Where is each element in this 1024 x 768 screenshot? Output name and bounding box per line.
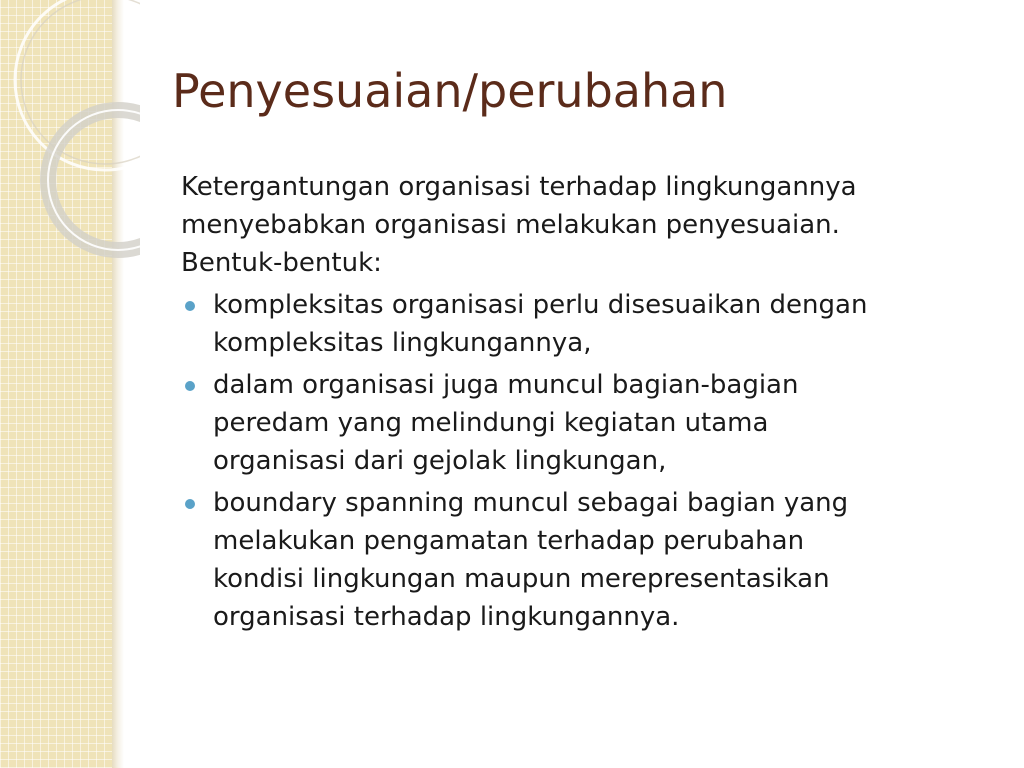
bullet-line: organisasi terhadap lingkungannya. — [213, 602, 680, 632]
bullet-line: melakukan pengamatan terhadap perubahan — [213, 526, 805, 556]
bullet-line: organisasi dari gejolak lingkungan, — [213, 446, 667, 476]
bullet-line: kondisi lingkungan maupun merepresentasikan — [213, 564, 830, 594]
bullet-item — [181, 286, 981, 362]
bullet-item — [181, 366, 981, 480]
bullet-line: kompleksitas lingkungannya, — [213, 328, 592, 358]
bullet-line: peredam yang melindungi kegiatan utama — [213, 408, 769, 438]
bullet-icon — [185, 499, 195, 509]
bullet-list — [181, 286, 981, 636]
intro-line: Bentuk-bentuk: — [181, 248, 382, 278]
thick-ring — [48, 110, 140, 250]
bullet-icon — [185, 381, 195, 391]
bullet-line: boundary spanning muncul sebagai bagian yang — [213, 488, 849, 518]
bullet-item — [181, 484, 981, 636]
bullet-line: kompleksitas organisasi perlu disesuaikan dengan — [213, 290, 868, 320]
outer-ring — [15, 0, 140, 170]
intro-line: Ketergantungan organisasi terhadap lingkungannya — [181, 172, 857, 202]
slide-body — [181, 168, 981, 640]
slide-title: Penyesuaian/perubahan — [172, 64, 728, 118]
intro-line: menyebabkan organisasi melakukan penyesuaian. — [181, 210, 840, 240]
bullet-icon — [185, 301, 195, 311]
intro-paragraph — [181, 168, 981, 282]
bullet-line: dalam organisasi juga muncul bagian-bagian — [213, 370, 799, 400]
decorative-rings — [0, 0, 140, 300]
